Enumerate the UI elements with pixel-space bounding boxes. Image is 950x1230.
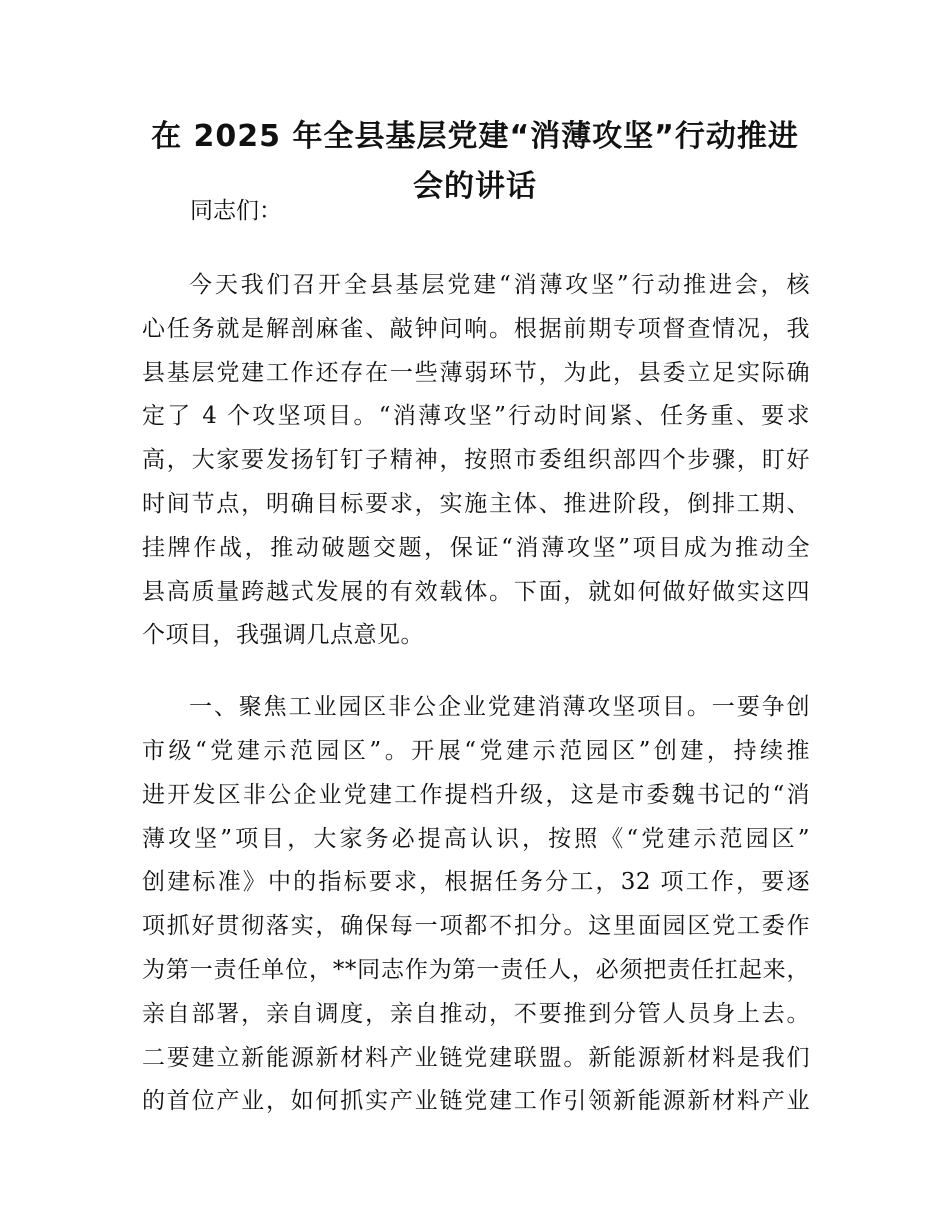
paragraph-line: 为第一责任单位，**同志作为第一责任人，必须把责任扛起来， [142,956,810,983]
paragraph-line: 县基层党建工作还存在一些薄弱环节，为此，县委立足实际确 [142,359,810,386]
paragraph-line: 二要建立新能源新材料产业链党建联盟。新能源新材料是我们 [142,1044,810,1071]
paragraph-line: 今天我们召开全县基层党建“消薄攻坚”行动推进会，核 [189,272,810,298]
paragraph-spacer [142,658,810,686]
title-line: 在 2025 年全县基层党建“消薄攻坚”行动推进 [151,119,799,154]
paragraph-line: 进开发区非公企业党建工作提档升级，这是市委魏书记的“消 [142,781,810,808]
paragraph-line: 项抓好贯彻落实，确保每一项都不扣分。这里面园区党工委作 [142,913,810,940]
paragraph-line: 的首位产业，如何抓实产业链党建工作引领新能源新材料产业 [142,1088,810,1115]
paragraph-line: 定了 4 个攻坚项目。“消薄攻坚”行动时间紧、任务重、要求 [142,403,810,430]
paragraph-line: 薄攻坚”项目，大家务必提高认识，按照《“党建示范园区” [142,825,810,852]
paragraph-line: 创建标准》中的指标要求，根据任务分工，32 项工作，要逐 [142,869,810,896]
paragraph-section-one [142,686,810,1124]
paragraph-line: 高，大家要发扬钉钉子精神，按照市委组织部四个步骤，盯好 [142,447,810,474]
paragraph-intro [142,264,810,658]
paragraph-line: 个项目，我强调几点意见。 [142,622,424,649]
paragraph-line: 挂牌作战，推动破题交题，保证“消薄攻坚”项目成为推动全 [142,534,810,561]
paragraph-line: 县高质量跨越式发展的有效载体。下面，就如何做好做实这四 [142,578,810,605]
paragraph-line: 心任务就是解剖麻雀、敲钟问响。根据前期专项督查情况，我 [142,315,810,342]
paragraph-line: 一、聚焦工业园区非公企业党建消薄攻坚项目。一要争创 [189,694,810,721]
paragraph-line: 时间节点，明确目标要求，实施主体、推进阶段，倒排工期、 [142,490,810,517]
paragraph-line: 亲自部署，亲自调度，亲自推动，不要推到分管人员身上去。 [142,1000,810,1027]
paragraph-line: 市级“党建示范园区”。开展“党建示范园区”创建，持续推 [142,737,810,764]
document-body [142,264,810,1124]
title-line: 会的讲话 [413,169,537,204]
salutation: 同志们： [190,198,282,224]
